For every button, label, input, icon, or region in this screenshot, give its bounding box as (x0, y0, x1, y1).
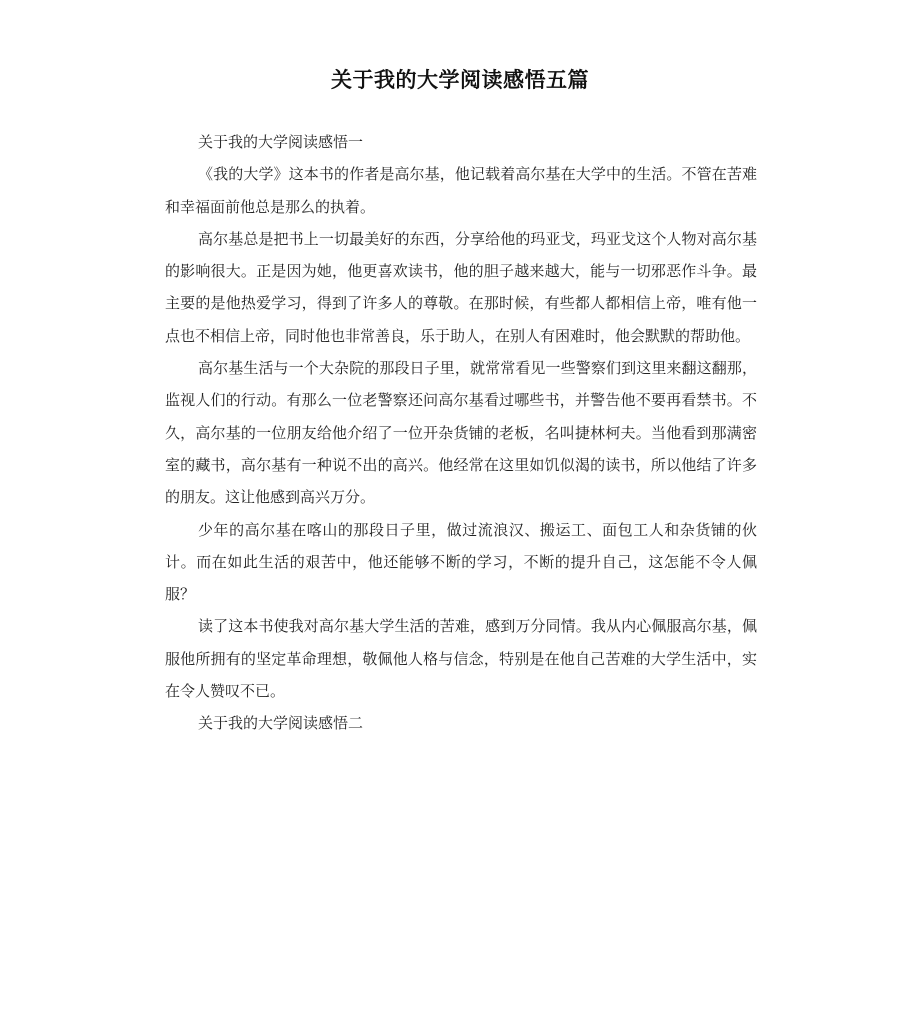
section-heading-2: 关于我的大学阅读感悟二 (198, 714, 364, 733)
document-title: 关于我的大学阅读感悟五篇 (331, 68, 589, 92)
paragraph: 高尔基总是把书上一切最美好的东西，分享给他的玛亚戈，玛亚戈这个人物对高尔基的影响很大。正是因为她，他更喜欢读书，他的胆子越来越大，能与一切邪恶作斗争。最主要的是他热爱学习，得到了许多人的尊敬。在那时候，有些都人都相信上帝，唯有他一点也不相信上帝，同时他也非常善良，乐于助人，在别人有困难时，他会默默的帮助他。 (165, 229, 757, 345)
paragraph: 高尔基生活与一个大杂院的那段日子里，就常常看见一些警察们到这里来翻这翻那，监视人们的行动。有那么一位老警察还问高尔基看过哪些书，并警告他不要再看禁书。不久，高尔基的一位朋友给他介绍了一位开杂货铺的老板，名叫捷林柯夫。当他看到那满密室的藏书，高尔基有一种说不出的高兴。他经常在这里如饥似渴的读书，所以他结了许多的朋友。这让他感到高兴万分。 (165, 359, 757, 507)
document-body (165, 126, 757, 740)
paragraph: 读了这本书使我对高尔基大学生活的苦难，感到万分同情。我从内心佩服高尔基，佩服他所拥有的坚定革命理想，敬佩他人格与信念，特别是在他自己苦难的大学生活中，实在令人赞叹不已。 (165, 617, 757, 701)
paragraph: 少年的高尔基在喀山的那段日子里，做过流浪汉、搬运工、面包工人和杂货铺的伙计。而在如此生活的艰苦中，他还能够不断的学习，不断的提升自己，这怎能不令人佩服？ (165, 520, 757, 604)
paragraph: 《我的大学》这本书的作者是高尔基，他记载着高尔基在大学中的生活。不管在苦难和幸福面前他总是那么的执着。 (165, 165, 757, 216)
section-heading-1: 关于我的大学阅读感悟一 (198, 133, 364, 151)
